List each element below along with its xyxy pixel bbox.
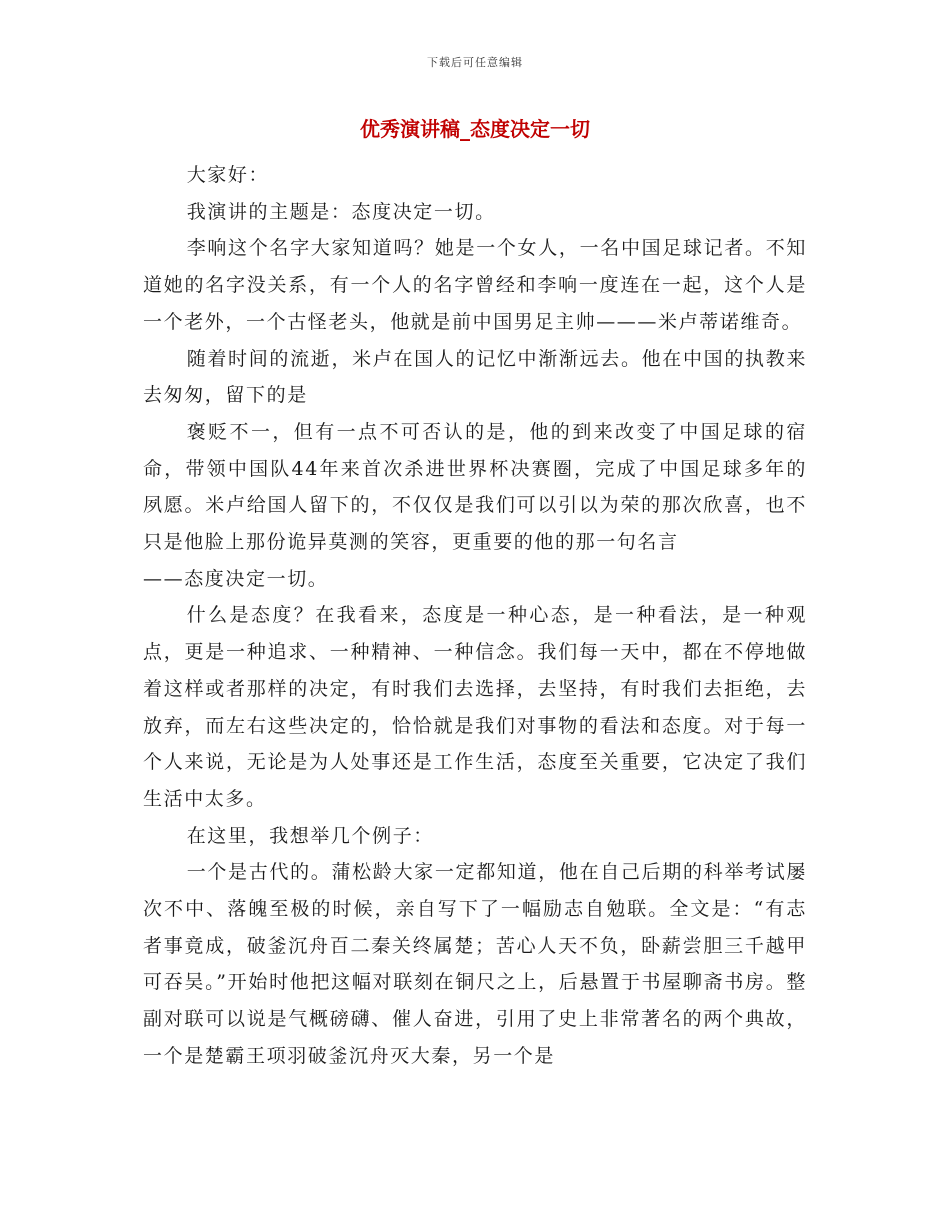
- page-header-note: 下载后可任意编辑: [427, 56, 523, 69]
- paragraph-milu-legacy: 褒贬不一，但有一点不可否认的是，他的到来改变了中国足球的宿命，带领中国队44年来首次杀进世界杯决赛圈，完成了中国足球多年的夙愿。米卢给国人留下的，不仅仅是我们可以引以为荣的那次欣喜，也不只是他脸上那份诡异莫测的笑容，更重要的他的那一句名言: [143, 420, 807, 554]
- document-title: 优秀演讲稿_态度决定一切: [360, 117, 590, 141]
- paragraph-lixiang: 李响这个名字大家知道吗？她是一个女人，一名中国足球记者。不知道她的名字没关系，有一个人的名字曾经和李响一度连在一起，这个人是一个老外，一个古怪老头，他就是前中国男足主帅———米卢蒂诺维奇。: [143, 237, 807, 333]
- paragraph-what-is-attitude: 什么是态度？在我看来，态度是一种心态，是一种看法，是一种观点，更是一种追求、一种精神、一种信念。我们每一天中，都在不停地做着这样或者那样的决定，有时我们去选择，去坚持，有时我们去拒绝，去放弃，而左右这些决定的，恰恰就是我们对事物的看法和态度。对于每一个人来说，无论是为人处事还是工作生活，态度至关重要，它决定了我们生活中太多。: [143, 604, 807, 810]
- document-body: [143, 157, 807, 1075]
- paragraph-motto: ——态度决定一切。: [143, 567, 329, 590]
- paragraph-milu-memory: 随着时间的流逝，米卢在国人的记忆中渐渐远去。他在中国的执教来去匆匆，留下的是: [143, 347, 807, 407]
- paragraph-pu-songling: 一个是古代的。蒲松龄大家一定都知道，他在自己后期的科举考试屡次不中、落魄至极的时候，亲自写下了一幅励志自勉联。全文是：“有志者事竟成，破釜沉舟百二秦关终属楚；苦心人天不负，卧薪尝胆三千越甲可吞吴。”开始时他把这幅对联刻在铜尺之上，后悬置于书屋聊斋书房。整副对联可以说是气概磅礴、催人奋进，引用了史上非常著名的两个典故，一个是楚霸王项羽破釜沉舟灭大秦，另一个是: [143, 861, 807, 1067]
- paragraph-greeting: 大家好：: [186, 164, 270, 186]
- paragraph-examples-intro: 在这里，我想举几个例子：: [186, 824, 434, 847]
- paragraph-topic: 我演讲的主题是：态度决定一切。: [186, 200, 496, 223]
